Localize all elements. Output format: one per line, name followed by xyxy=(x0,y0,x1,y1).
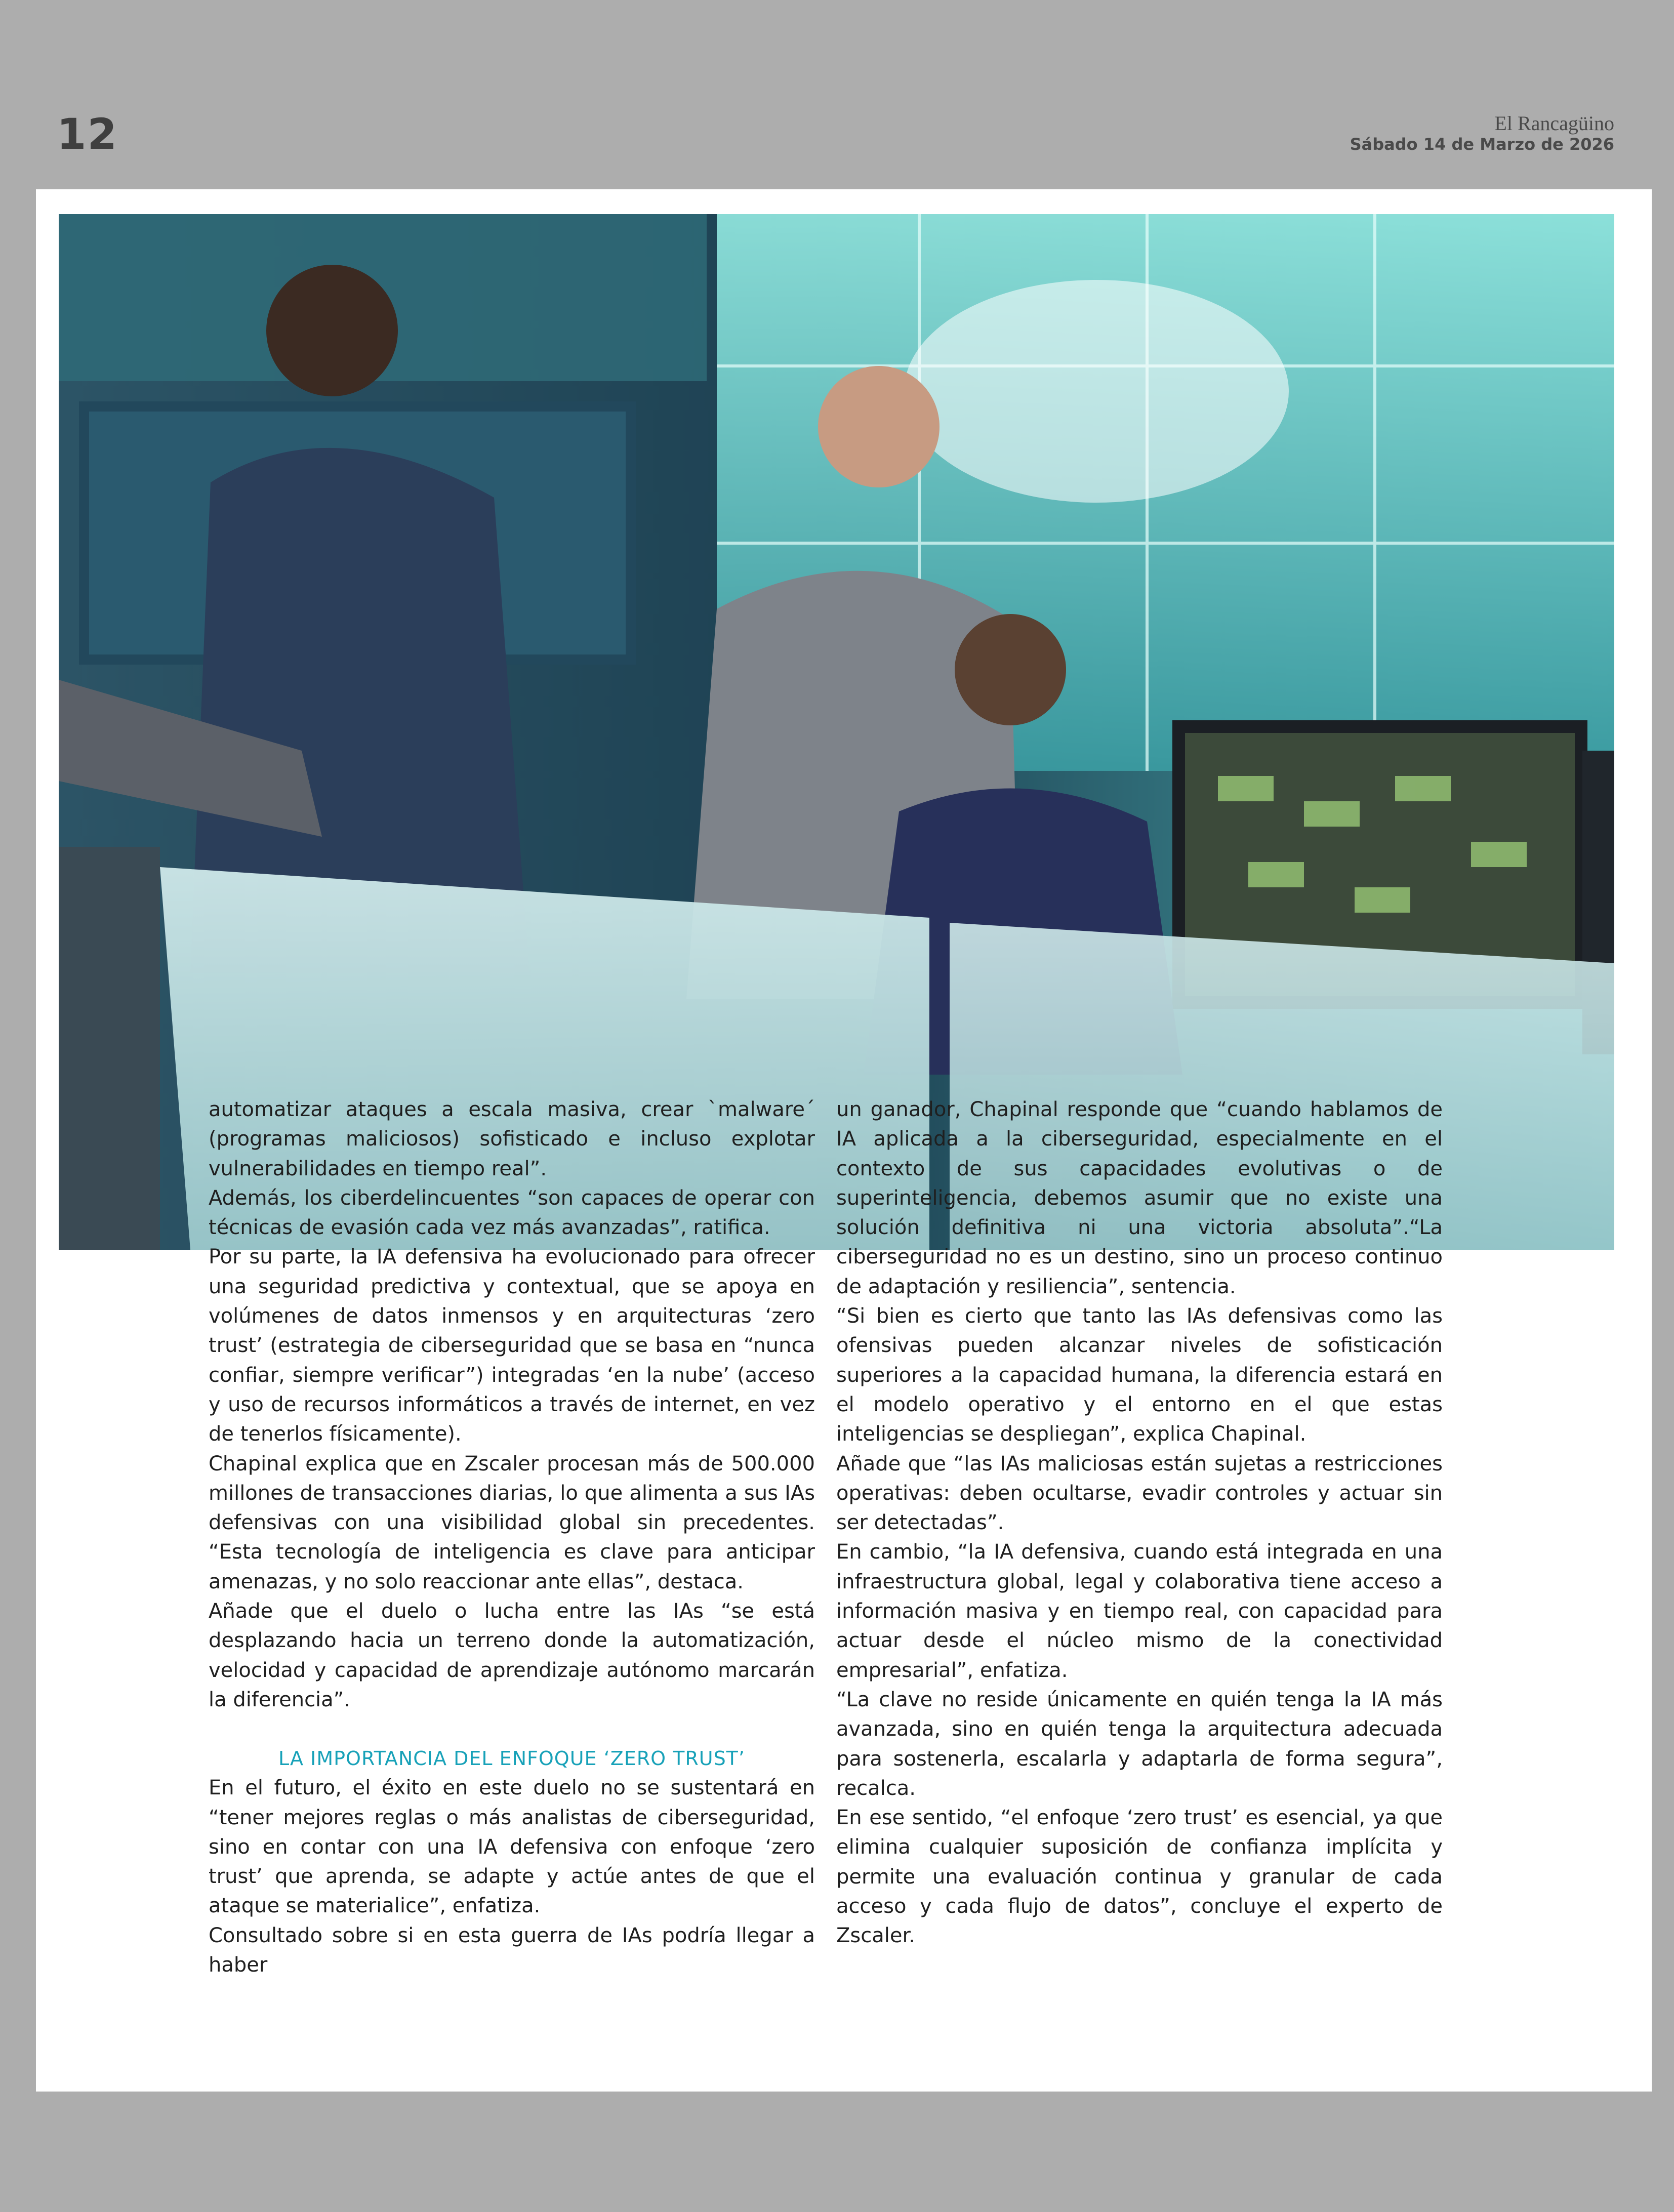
paragraph: Por su parte, la IA defensiva ha evolucionado para ofrecer una seguridad predictiva y contextual, que se apoya en volúmenes de datos inmensos y en arquitecturas ‘zero trust’ (estrategia de ciberseguridad que se basa en “nunca confiar, siempre verificar”) integradas ‘en la nube’ (acceso y uso de recursos informáticos a través de internet, en vez de tenerlos físicamente). xyxy=(209,1245,815,1446)
page-number: 12 xyxy=(57,109,118,159)
paragraph: Además, los ciberdelincuentes “son capaces de operar con técnicas de evasión cada vez más avanzadas”, ratifica. xyxy=(209,1186,815,1240)
paragraph: “La clave no reside únicamente en quién tenga la IA más avanzada, sino en quién tenga la arquitectura adecuada para sostenerla, escalarla y adaptarla de forma segura”, recalca. xyxy=(836,1688,1443,1800)
paragraph: Añade que “las IAs maliciosas están sujetas a restricciones operativas: deben ocultarse, evadir controles y actuar sin ser detectadas”. xyxy=(836,1452,1443,1535)
section-subheading: LA IMPORTANCIA DEL ENFOQUE ‘ZERO TRUST’ xyxy=(278,1747,745,1770)
masthead xyxy=(1350,112,1614,154)
paragraph: Añade que el duelo o lucha entre las IAs “se está desplazando hacia un terreno donde la automatización, velocidad y capacidad de aprendizaje autónomo marcarán la diferencia”. xyxy=(209,1600,815,1711)
publication-name: El Rancagüino xyxy=(1494,112,1614,135)
paragraph: automatizar ataques a escala masiva, crear `malware´ (programas maliciosos) sofisticado e incluso explotar vulnerabilidades en tiempo real”. xyxy=(209,1098,815,1180)
publication-date: Sábado 14 de Marzo de 2026 xyxy=(1350,135,1614,154)
article-column-right xyxy=(836,1095,1443,1951)
paragraph: En ese sentido, “el enfoque ‘zero trust’ es esencial, ya que elimina cualquier suposición de confianza implícita y permite una evaluación continua y granular de cada acceso y cada flujo de datos”, concluye el experto de Zscaler. xyxy=(836,1806,1443,1948)
paragraph: Consultado sobre si en esta guerra de IAs podría llegar a haber xyxy=(209,1923,815,1977)
article-column-left xyxy=(209,1095,815,1980)
paragraph: “Si bien es cierto que tanto las IAs defensivas como las ofensivas pueden alcanzar niveles de sofisticación superiores a la capacidad humana, la diferencia estará en el modelo operativo y el entorno en el que estas inteligencias se despliegan”, explica Chapinal. xyxy=(836,1304,1443,1446)
paragraph: un ganador, Chapinal responde que “cuando hablamos de IA aplicada a la ciberseguridad, especialmente en el contexto de sus capacidades evolutivas o de superinteligencia, debemos asumir que no existe una solución definitiva ni una victoria absoluta”.“La ciberseguridad no es un destino, sino un proceso continuo de adaptación y resiliencia”, sentencia. xyxy=(836,1098,1443,1298)
paragraph: Chapinal explica que en Zscaler procesan más de 500.000 millones de transacciones diarias, lo que alimenta a sus IAs defensivas con una visibilidad global sin precedentes. “Esta tecnología de inteligencia es clave para anticipar amenazas, y no solo reaccionar ante ellas”, destaca. xyxy=(209,1452,815,1593)
paragraph: En el futuro, el éxito en este duelo no se sustentará en “tener mejores reglas o más analistas de ciberseguridad, sino en contar con una IA defensiva con enfoque ‘zero trust’ que aprenda, se adapte y actúe antes de que el ataque se materialice”, enfatiza. xyxy=(209,1776,815,1918)
paragraph: En cambio, “la IA defensiva, cuando está integrada en una infraestructura global, legal y colaborativa tiene acceso a información masiva y en tiempo real, con capacidad para actuar desde el núcleo mismo de la conectividad empresarial”, enfatiza. xyxy=(836,1540,1443,1682)
